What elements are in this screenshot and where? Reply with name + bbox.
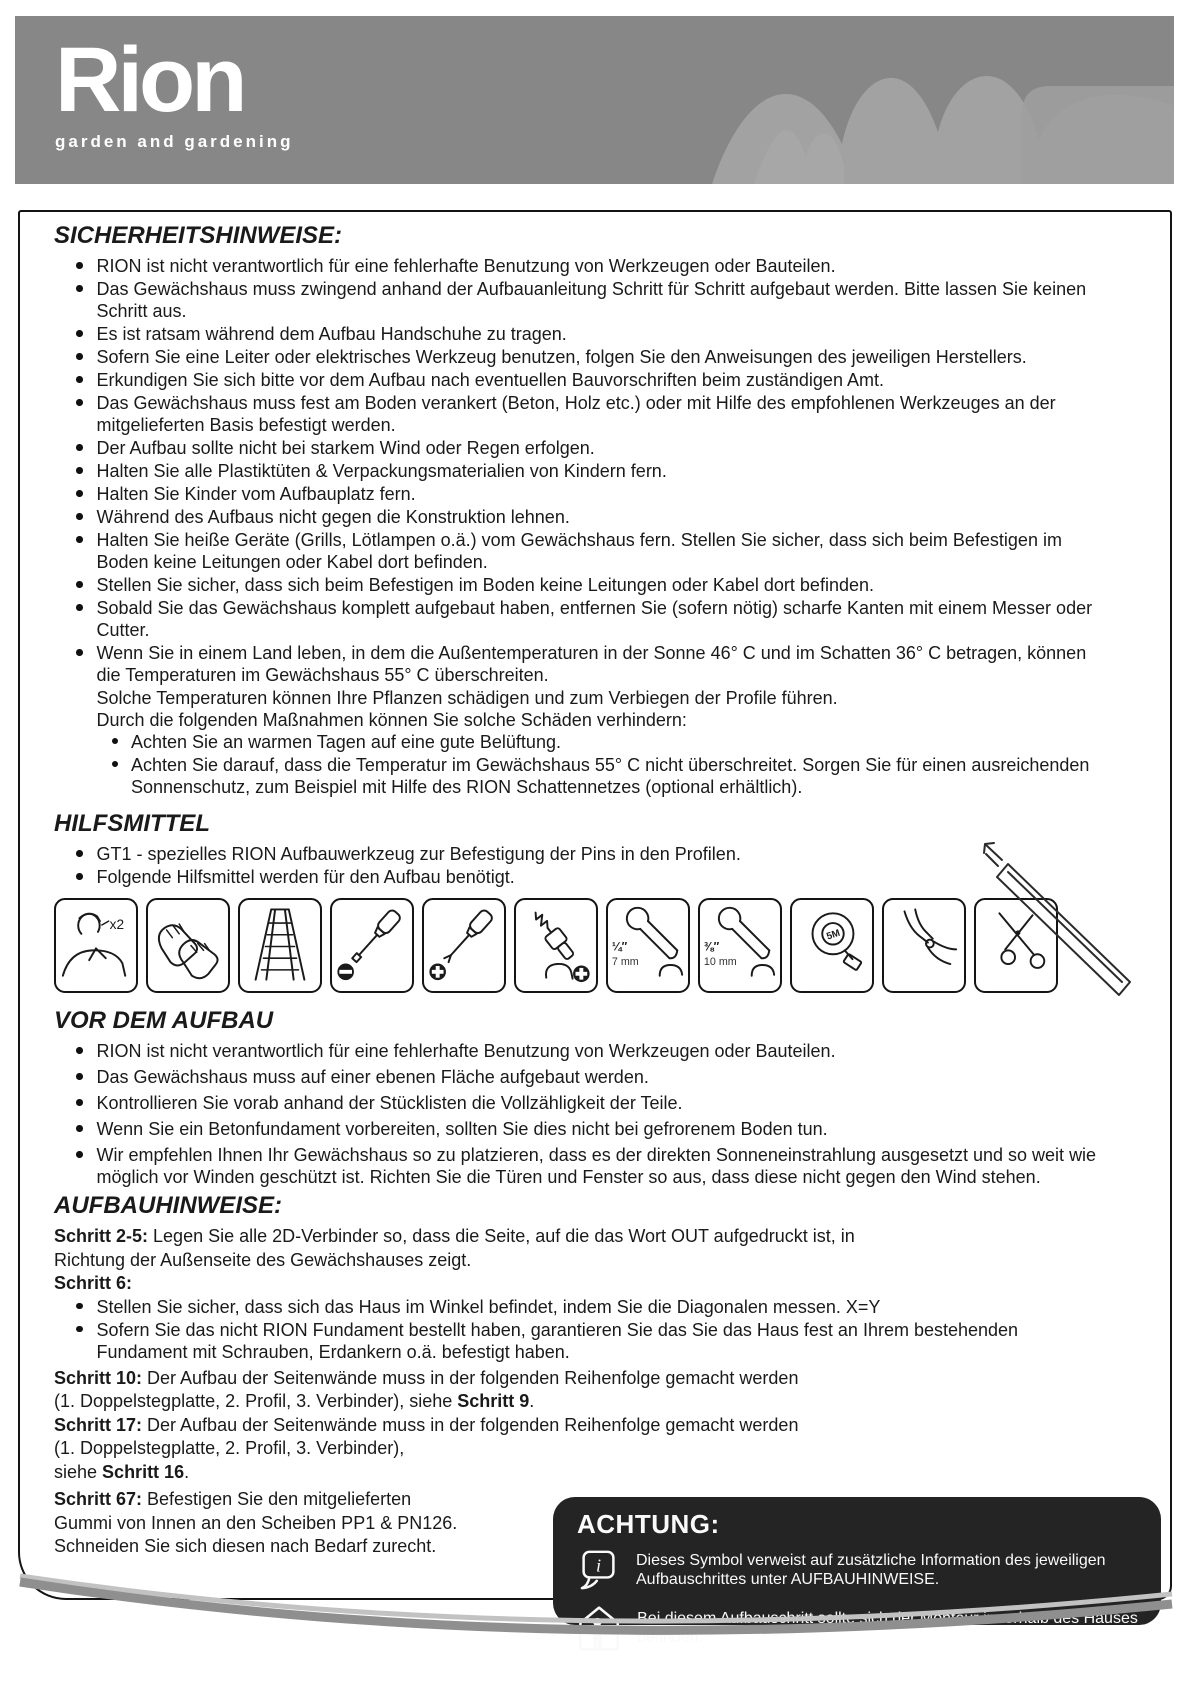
content-box — [18, 210, 1172, 1646]
step-text: Der Aufbau der Seitenwände muss in der folgenden Reihenfolge gemacht werden — [142, 1414, 799, 1435]
tool-tile-phillips-screwdriver — [422, 898, 506, 993]
tool-tile-tape-measure — [790, 898, 874, 993]
list-item — [54, 483, 1112, 505]
worker-icon — [57, 902, 135, 989]
list-item-text: Wenn Sie ein Betonfundament vorbereiten, sollten Sie dies nicht bei gefrorenem Boden tun. — [96, 1119, 828, 1139]
list-item — [54, 1144, 1112, 1188]
bullet-dot — [76, 467, 83, 474]
continuation-line: Solche Temperaturen können Ihre Pflanzen schädigen und zum Verbiegen der Profile führen. — [96, 688, 838, 708]
step-label: Schritt 2-5: — [54, 1226, 149, 1246]
header-banner — [15, 16, 1174, 184]
list-item-text: GT1 - spezielles RION Aufbauwerkzeug zur Befestigung der Pins in den Profilen. — [96, 844, 741, 864]
continuation-line: Durch die folgenden Maßnahmen können Sie solche Schäden verhindern: — [96, 710, 687, 730]
bullet-dot — [76, 1326, 83, 1333]
bullet-dot — [76, 376, 83, 383]
bullet-dot — [76, 513, 83, 520]
list-item — [54, 392, 1112, 436]
tool-tile-flat-screwdriver — [330, 898, 414, 993]
bullet-dot — [76, 1303, 83, 1310]
bullet-dot — [76, 262, 83, 269]
list-item-text: Halten Sie alle Plastiktüten & Verpackungsmaterialien von Kindern fern. — [96, 461, 667, 481]
step-2-5 — [54, 1225, 1142, 1272]
list-item-text: Der Aufbau sollte nicht bei starkem Wind oder Regen erfolgen. — [96, 438, 595, 458]
bullet-dot — [112, 738, 118, 744]
list-item — [54, 255, 1112, 277]
bullet-dot — [76, 353, 83, 360]
list-item — [54, 323, 1112, 345]
tool-tile-ladder — [238, 898, 322, 993]
wrench-quarter-inch-icon — [609, 902, 687, 989]
before-assembly-list — [54, 1040, 1112, 1188]
list-item-text: Wir empfehlen Ihnen Ihr Gewächshaus so zu platzieren, dass es der direkten Sonneneinstrahlung ausgesetzt und so weit wie möglich vor Winden geschützt ist. Richten Sie die Türen und Fenster so aus, dass diese nicht gegen den Wind stehen. — [96, 1145, 1097, 1187]
tape-measure-icon — [793, 902, 871, 989]
list-item — [54, 574, 1112, 596]
step-6 — [54, 1272, 1142, 1296]
tool-tile-pliers — [882, 898, 966, 993]
step-text: Befestigen Sie den mitgelieferten — [142, 1489, 412, 1509]
list-item — [54, 754, 1112, 798]
bullet-dot — [76, 1099, 83, 1106]
tool-tile-wrench-small — [606, 898, 690, 993]
wrench-size-mm-label: 7 mm — [611, 956, 639, 968]
bullet-dot — [76, 330, 83, 337]
banner-leaf-decor — [694, 16, 1174, 184]
bullet-dot — [76, 581, 83, 588]
step-text: (1. Doppelstegplatte, 2. Profil, 3. Verbinder), — [54, 1438, 405, 1458]
list-item — [54, 1296, 1112, 1318]
tool-tile-wrench-large — [698, 898, 782, 993]
section-title-assembly-notes: AUFBAUHINWEISE: — [54, 1192, 282, 1219]
list-item-text: Achten Sie an warmen Tagen auf eine gute Belüftung. — [131, 732, 561, 752]
section-title-before-assembly: VOR DEM AUFBAU — [54, 1007, 274, 1034]
achtung-info-text: Dieses Symbol verweist auf zusätzliche Information des jeweiligen Aufbauschrittes unter AUFBAUHINWEISE. — [636, 1551, 1106, 1588]
bullet-dot — [76, 490, 83, 497]
logo-tagline: garden and gardening — [55, 132, 294, 151]
tool-tile-drill — [514, 898, 598, 993]
list-item-text: Es ist ratsam während dem Aufbau Handschuhe zu tragen. — [96, 324, 567, 344]
bullet-dot — [76, 850, 83, 857]
step-label: Schritt 17: — [54, 1414, 143, 1435]
list-item — [54, 346, 1112, 368]
tools-list — [54, 843, 1112, 888]
list-item — [54, 843, 1112, 865]
step-text: Schneiden Sie sich diesen nach Bedarf zurecht. — [54, 1536, 437, 1556]
drill-icon — [517, 902, 595, 989]
list-item — [54, 1118, 1112, 1140]
bullet-dot — [76, 444, 83, 451]
section-title-safety: SICHERHEITSHINWEISE: — [54, 222, 343, 249]
step-17 — [54, 1414, 1142, 1485]
list-item-text: Stellen Sie sicher, dass sich das Haus im Winkel befindet, indem Sie die Diagonalen messen. X=Y — [96, 1296, 881, 1317]
list-item-text: Das Gewächshaus muss fest am Boden verankert (Beton, Holz etc.) oder mit Hilfe des empfohlenen Werkzeuges an der mitgelieferten Basis befestigt werden. — [96, 393, 1056, 435]
tool-tile-worker — [54, 898, 138, 993]
list-item — [54, 460, 1112, 482]
step-text: Gummi von Innen an den Scheiben PP1 & PN126. — [54, 1512, 458, 1533]
list-item — [54, 731, 1112, 753]
wrench-size-inch-label: ¼″ — [611, 940, 628, 954]
phillips-screwdriver-icon — [425, 902, 503, 989]
info-letter: i — [595, 1555, 602, 1576]
list-item — [54, 1040, 1112, 1062]
wrench-three-eighths-inch-icon — [701, 902, 779, 989]
list-item — [54, 369, 1112, 391]
bullet-dot — [76, 649, 83, 656]
step-text: (1. Doppelstegplatte, 2. Profil, 3. Verbinder), siehe — [54, 1391, 458, 1411]
list-item-text: Sobald Sie das Gewächshaus komplett aufgebaut haben, entfernen Sie (sofern nötig) scharfe Kanten mit einem Messer oder Cutter. — [96, 598, 1093, 640]
logo-block — [55, 29, 294, 152]
bullet-dot — [76, 1125, 83, 1132]
list-item — [54, 529, 1112, 573]
list-item-text: RION ist nicht verantwortlich für eine fehlerhafte Benutzung von Werkzeugen oder Bauteilen. — [96, 1041, 836, 1061]
list-item — [54, 642, 1112, 686]
list-item-text: Folgende Hilfsmittel werden für den Aufbau benötigt. — [96, 867, 515, 887]
step-reference: Schritt 16 — [102, 1461, 185, 1482]
worker-count-label: x2 — [109, 916, 125, 932]
bullet-dot — [76, 536, 83, 543]
list-item-text: Wenn Sie in einem Land leben, in dem die Außentemperaturen in der Sonne 46° C und im Schatten 36° C betragen, können die Temperaturen im Gewächshaus 55° C überschreiten. — [96, 643, 1087, 685]
step-text: siehe — [54, 1461, 103, 1482]
list-item — [54, 597, 1112, 641]
list-item-text: Erkundigen Sie sich bitte vor dem Aufbau nach eventuellen Bauvorschriften beim zuständigen Amt. — [96, 370, 884, 390]
list-item-text: Achten Sie darauf, dass die Temperatur im Gewächshaus 55° C nicht überschreitet. Sorgen Sie für einen ausreichenden Sonnenschutz, zum Beispiel mit Hilfe des RION Schattennetzes (optional erhältlich). — [131, 755, 1090, 797]
bullet-dot — [76, 1151, 83, 1158]
list-item-text: Sofern Sie eine Leiter oder elektrisches Werkzeug benutzen, folgen Sie den Anweisungen des jeweiligen Herstellers. — [96, 347, 1027, 367]
list-item — [54, 437, 1112, 459]
list-item — [54, 1092, 1112, 1114]
footer-swoosh-decor — [0, 1560, 1190, 1686]
safety-sublist — [54, 731, 1112, 798]
list-item-text: Halten Sie Kinder vom Aufbauplatz fern. — [96, 484, 416, 504]
section-title-tools: HILFSMITTEL — [54, 810, 210, 837]
bullet-dot — [76, 1073, 83, 1080]
list-item-text: RION ist nicht verantwortlich für eine fehlerhafte Benutzung von Werkzeugen oder Bauteilen. — [96, 256, 836, 276]
list-item-text: Während des Aufbaus nicht gegen die Konstruktion lehnen. — [96, 507, 570, 527]
rion-logo: Rion — [55, 29, 244, 131]
list-item — [54, 866, 1112, 888]
wrench-size-mm-label: 10 mm — [703, 956, 737, 968]
list-item-text: Halten Sie heiße Geräte (Grills, Lötlampen o.ä.) vom Gewächshaus fern. Stellen Sie sicher, dass sich beim Befestigen im Boden keine Leitungen oder Kabel dort befinden. — [96, 530, 1062, 572]
gloves-icon — [149, 902, 227, 989]
step-label: Schritt 10: — [54, 1367, 143, 1388]
flat-screwdriver-icon — [333, 902, 411, 989]
step-text: Der Aufbau der Seitenwände muss in der folgenden Reihenfolge gemacht werden — [142, 1367, 799, 1388]
ladder-icon — [241, 902, 319, 989]
tool-tile-gloves — [146, 898, 230, 993]
list-item-text: Stellen Sie sicher, dass sich beim Befestigen im Boden keine Leitungen oder Kabel dort befinden. — [96, 575, 874, 595]
gt1-tool-icon — [972, 832, 1162, 1027]
wrench-size-inch-label: ⅜″ — [703, 940, 720, 954]
step-text: Richtung der Außenseite des Gewächshauses zeigt. — [54, 1249, 472, 1270]
achtung-monteur-text: Bei diesem Aufbauschritt sollte sich der Monteur innerhalb des Hauses befinden. — [637, 1609, 1138, 1646]
step-label: Schritt 6: — [54, 1273, 133, 1293]
bullet-dot — [76, 285, 83, 292]
list-item-text: Das Gewächshaus muss zwingend anhand der Aufbauanleitung Schritt für Schritt aufgebaut werden. Bitte lassen Sie keinen Schritt aus. — [96, 279, 1087, 321]
bullet-dot — [76, 399, 83, 406]
safety-list — [54, 255, 1112, 686]
step-text: Legen Sie alle 2D-Verbinder so, dass die Seite, auf die das Wort OUT aufgedruckt ist, in — [148, 1226, 855, 1246]
list-item — [54, 506, 1112, 528]
bullet-dot — [76, 1047, 83, 1054]
step-text: . — [529, 1391, 535, 1411]
bullet-dot — [112, 761, 118, 767]
bullet-dot — [76, 604, 83, 611]
step-text: . — [184, 1461, 190, 1482]
tape-length-label: 5M — [825, 927, 842, 943]
list-item-text: Das Gewächshaus muss auf einer ebenen Fläche aufgebaut werden. — [96, 1067, 649, 1087]
step-10 — [54, 1367, 1142, 1414]
achtung-title: ACHTUNG: — [577, 1509, 720, 1539]
list-item — [54, 1066, 1112, 1088]
pliers-icon — [885, 902, 963, 989]
bullet-dot — [76, 873, 83, 880]
step-label: Schritt 67: — [54, 1489, 143, 1509]
list-item-text: Kontrollieren Sie vorab anhand der Stücklisten die Vollzähligkeit der Teile. — [96, 1093, 683, 1113]
list-item — [54, 278, 1112, 322]
step-6-list — [54, 1296, 1112, 1363]
step-reference: Schritt 9 — [457, 1391, 530, 1411]
list-item — [54, 1319, 1112, 1363]
list-item-text: Sofern Sie das nicht RION Fundament bestellt haben, garantieren Sie das Sie das Haus fest an Ihrem bestehenden Fundament mit Schrauben, Erdankern o.ä. befestigt haben. — [96, 1319, 1019, 1362]
